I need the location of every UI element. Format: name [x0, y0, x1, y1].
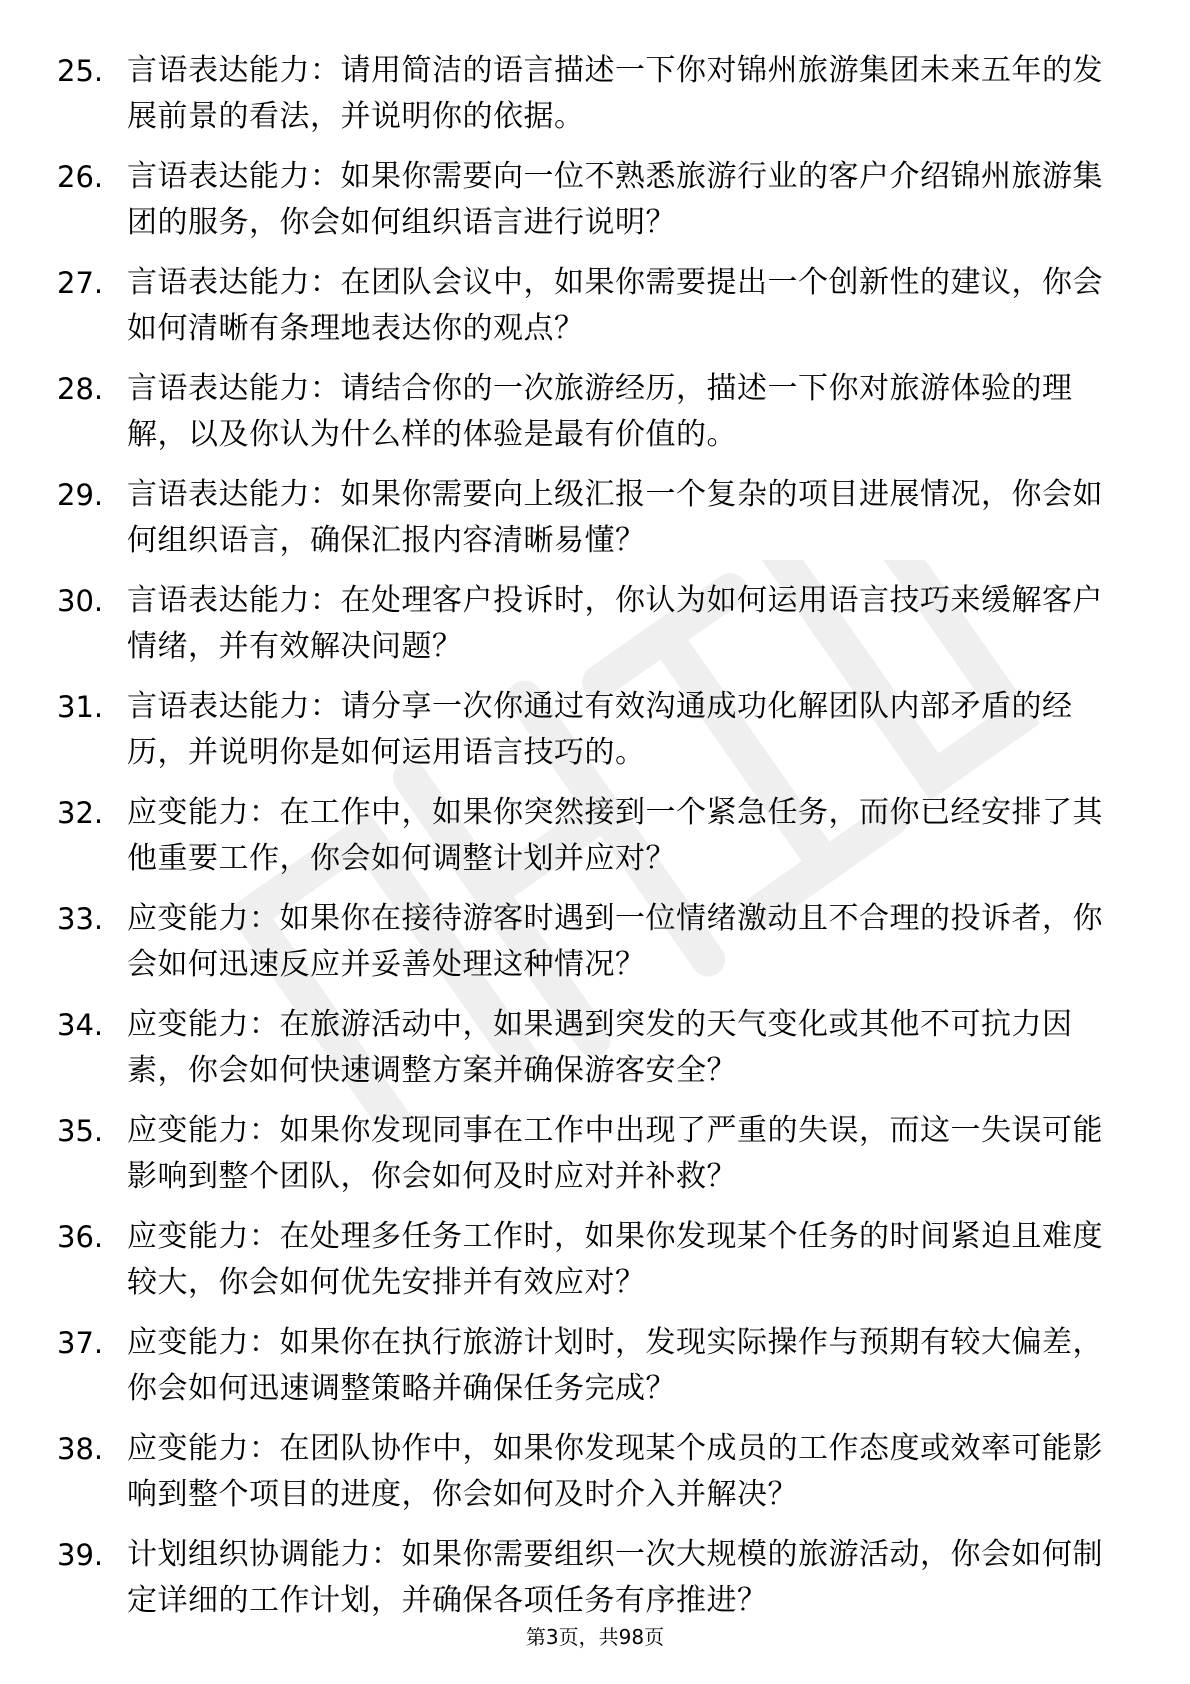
question-number: 37. [57, 1326, 104, 1360]
page-number-label: 第3页，共98页 [525, 1625, 665, 1649]
question-text: 应变能力：在团队协作中，如果你发现某个成员的工作态度或效率可能影响到整个项目的进度，你会如何及时介入并解决？ [127, 1431, 1103, 1512]
question-number: 30. [57, 584, 104, 618]
question-text: 应变能力：如果你在执行旅游计划时，发现实际操作与预期有较大偏差，你会如何迅速调整策略并确保任务完成？ [127, 1325, 1103, 1406]
question-number: 38. [57, 1432, 104, 1466]
question-number: 28. [57, 372, 104, 406]
question-text: 计划组织协调能力：如果你需要组织一次大规模的旅游活动，你会如何制定详细的工作计划，并确保各项任务有序推进？ [127, 1537, 1103, 1618]
question-text: 言语表达能力：请分享一次你通过有效沟通成功化解团队内部矛盾的经历，并说明你是如何运用语言技巧的。 [127, 689, 1073, 770]
question-number: 26. [57, 160, 104, 194]
question-item-34 [57, 1002, 1117, 1102]
question-number: 31. [57, 690, 104, 724]
question-item-29 [57, 472, 1117, 572]
question-number: 32. [57, 796, 104, 830]
question-item-33 [57, 896, 1117, 996]
question-item-28 [57, 366, 1117, 466]
question-number: 34. [57, 1008, 104, 1042]
question-number: 25. [57, 54, 104, 88]
question-text: 应变能力：在工作中，如果你突然接到一个紧急任务，而你已经安排了其他重要工作，你会如何调整计划并应对？ [127, 795, 1103, 876]
question-number: 33. [57, 902, 104, 936]
question-item-37 [57, 1320, 1117, 1420]
question-item-36 [57, 1214, 1117, 1314]
question-item-30 [57, 578, 1117, 678]
page-footer [0, 1623, 1190, 1651]
question-item-39 [57, 1532, 1117, 1632]
question-list [57, 48, 1117, 1638]
question-number: 39. [57, 1538, 104, 1572]
question-text: 应变能力：在旅游活动中，如果遇到突发的天气变化或其他不可抗力因素，你会如何快速调整方案并确保游客安全？ [127, 1007, 1073, 1088]
question-item-31 [57, 684, 1117, 784]
question-number: 36. [57, 1220, 104, 1254]
question-number: 29. [57, 478, 104, 512]
question-item-38 [57, 1426, 1117, 1526]
question-text: 应变能力：在处理多任务工作时，如果你发现某个任务的时间紧迫且难度较大，你会如何优先安排并有效应对？ [127, 1219, 1103, 1300]
question-item-32 [57, 790, 1117, 890]
question-item-35 [57, 1108, 1117, 1208]
question-text: 言语表达能力：请用简洁的语言描述一下你对锦州旅游集团未来五年的发展前景的看法，并说明你的依据。 [127, 53, 1103, 134]
question-number: 35. [57, 1114, 104, 1148]
question-item-26 [57, 154, 1117, 254]
question-text: 言语表达能力：在处理客户投诉时，你认为如何运用语言技巧来缓解客户情绪，并有效解决问题？ [127, 583, 1103, 664]
question-text: 应变能力：如果你在接待游客时遇到一位情绪激动且不合理的投诉者，你会如何迅速反应并妥善处理这种情况？ [127, 901, 1103, 982]
question-text: 言语表达能力：在团队会议中，如果你需要提出一个创新性的建议，你会如何清晰有条理地表达你的观点？ [127, 265, 1103, 346]
question-number: 27. [57, 266, 104, 300]
question-text: 言语表达能力：请结合你的一次旅游经历，描述一下你对旅游体验的理解，以及你认为什么样的体验是最有价值的。 [127, 371, 1073, 452]
question-item-27 [57, 260, 1117, 360]
question-item-25 [57, 48, 1117, 148]
question-text: 言语表达能力：如果你需要向一位不熟悉旅游行业的客户介绍锦州旅游集团的服务，你会如何组织语言进行说明？ [127, 159, 1103, 240]
question-text: 应变能力：如果你发现同事在工作中出现了严重的失误，而这一失误可能影响到整个团队，你会如何及时应对并补救？ [127, 1113, 1103, 1194]
question-text: 言语表达能力：如果你需要向上级汇报一个复杂的项目进展情况，你会如何组织语言，确保汇报内容清晰易懂？ [127, 477, 1103, 558]
